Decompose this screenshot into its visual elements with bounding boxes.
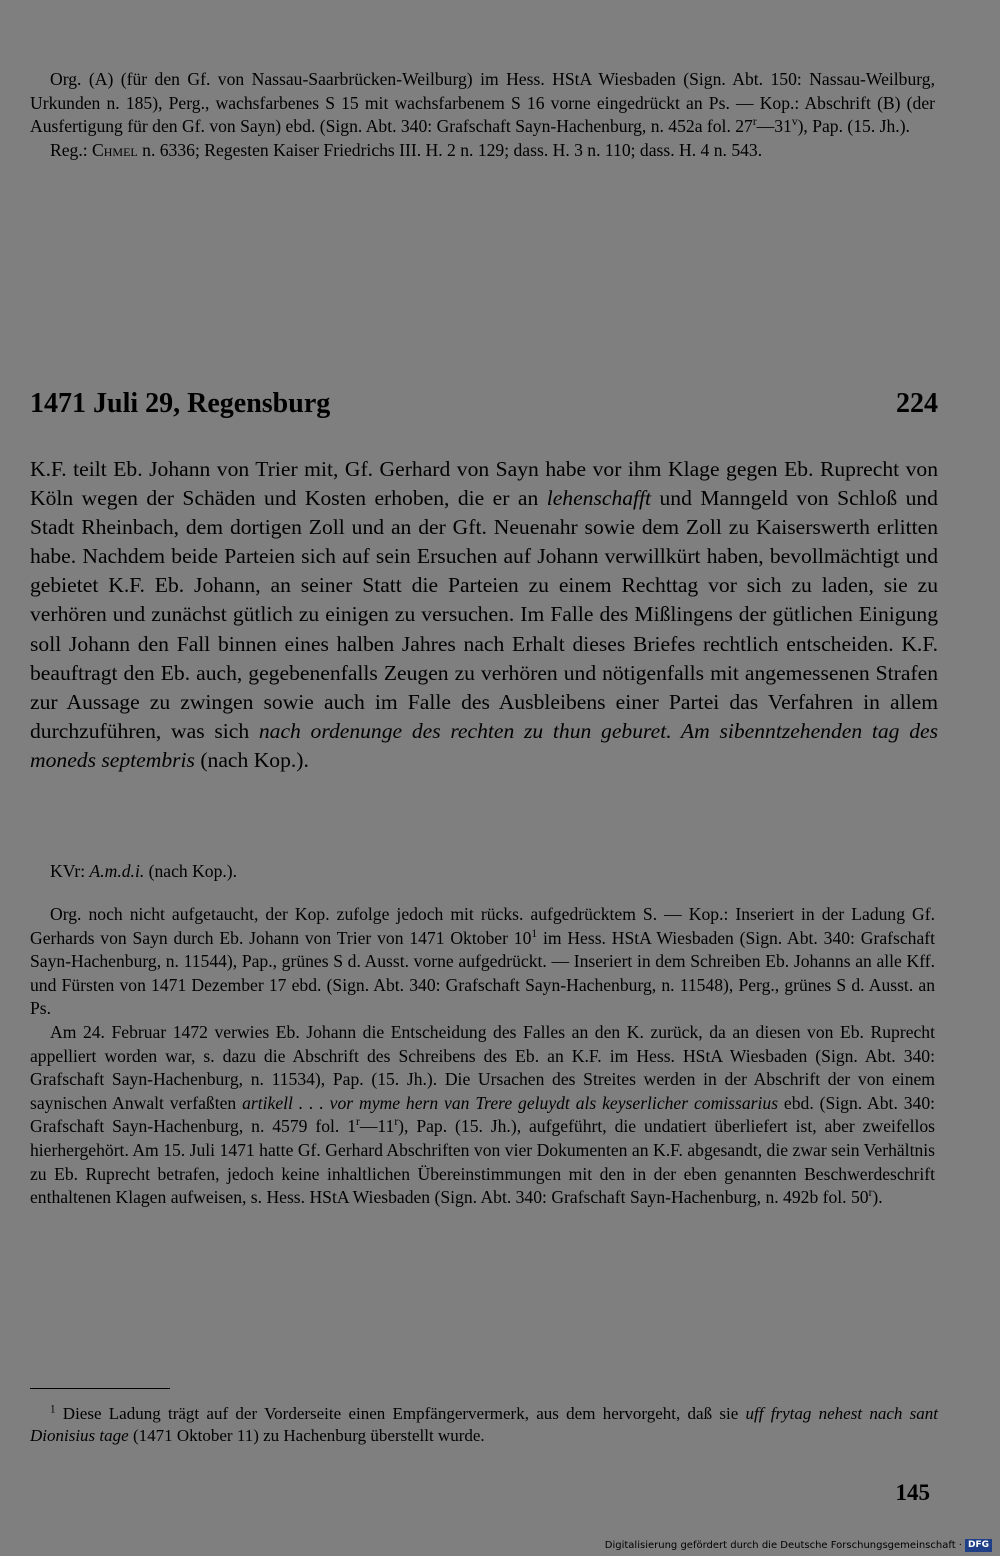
page-number: 145	[895, 1480, 930, 1505]
source-paragraph: Org. (A) (für den Gf. von Nassau-Saarbrücken-Weilburg) im Hess. HStA Wiesbaden (Sign. Abt. 150: Nassau-Weilburg, Urkunden n. 185), Perg., wachsfarbenes S 15 mit wachsfarbenem S 16 vorne eingedrückt an Ps. — Kop.: Abschrift (B) (der Ausfertigung für den Gf. von Sayn) ebd. (Sign. Abt. 340: Grafschaft Sayn-Hachenburg, n. 452a fol. 27$^r$—31$^v$), Pap. (15. Jh.).	[30, 69, 935, 137]
entry-date-place: 1471 Juli 29, Regensburg	[30, 388, 331, 419]
digitization-credit	[605, 1539, 992, 1552]
entry-number: 224	[896, 388, 938, 419]
regest-references: Reg.: Chmel n. 6336; Regesten Kaiser Friedrichs III. H. 2 n. 129; dass. H. 3 n. 110; dass. H. 4 n. 543.	[50, 139, 763, 160]
regest-body	[30, 455, 938, 775]
kvr-line: KVr: A.m.d.i. (nach Kop.).	[50, 861, 238, 881]
source-notes-previous-entry	[30, 68, 935, 162]
regest-text: K.F. teilt Eb. Johann von Trier mit, Gf. Gerhard von Sayn habe vor ihm Klage gegen Eb. Ruprecht von Köln wegen der Schäden und Kosten erhoben, die er an lehenschafft und Manngeld von Schloß und Stadt Rheinbach, dem dortigen Zoll und an der Gft. Neuenahr sowie dem Zoll zu Kaiserswerth erlitten habe. Nachdem beide Parteien sich auf sein Ersuchen auf Johann verwillkürt haben, bevollmächtigt und gebietet K.F. Eb. Johann, an seiner Statt die Parteien zu einem Rechttag vor sich zu laden, sie zu verhören und zunächst gütlich zu einigen zu versuchen. Im Falle des Mißlingens der gütlichen Einigung soll Johann den Fall binnen eines halben Jahres nach Erhalt dieses Briefes rechtlich entscheiden. K.F. beauftragt den Eb. auch, gegebenenfalls Zeugen zu verhören und nötigenfalls mit angemessenen Strafen zur Aussage zu zwingen sowie auch im Falle des Ausbleibens einer Partei das Verfahren in allem durchzuführen, was sich nach ordenunge des rechten zu thun geburet. Am sibenntzehenden tag des moneds septembris (nach Kop.).	[30, 457, 938, 772]
footnote-marker: 1	[50, 1403, 56, 1416]
footnote-reference: 1	[531, 927, 538, 940]
source-notes	[30, 903, 935, 1210]
notes-paragraph-2: Am 24. Februar 1472 verwies Eb. Johann die Entscheidung des Falles an den K. zurück, da an diesen von Eb. Ruprecht appelliert worden war, s. dazu die Abschrift des Schreibens des Eb. an K.F. im Hess. HStA Wiesbaden (Sign. Abt. 340: Grafschaft Sayn-Hachenburg, n. 11534), Pap. (15. Jh.). Die Ursachen des Streites werden in der Abschrift der von einem saynischen Anwalt verfaßten artikell . . . vor myme hern van Trere geluydt als keyserlicher comissarius ebd. (Sign. Abt. 340: Grafschaft Sayn-Hachenburg, n. 4579 fol. 1$^r$—11$^r$), Pap. (15. Jh.), aufgeführt, die undatiert überliefert ist, aber zweifellos hierhergehört. Am 15. Juli 1471 hatte Gf. Gerhard Abschriften von vier Dokumenten an K.F. abgesandt, die zwar sein Verhältnis zu Eb. Ruprecht betrafen, jedoch keine inhaltlichen Übereinstimmungen mit den in der eben genannten Beschwerdeschrift enthaltenen Klagen aufweisen, s. Hess. HStA Wiesbaden (Sign. Abt. 340: Grafschaft Sayn-Hachenburg, n. 492b fol. 50$^r$).	[30, 1021, 936, 1208]
dfg-logo: DFG	[965, 1539, 992, 1552]
notes-paragraph-1: Org. noch nicht aufgetaucht, der Kop. zufolge jedoch mit rücks. aufgedrücktem S. — Kop.: Inseriert in der Ladung Gf. Gerhards von Sayn durch Eb. Johann von Trier von 1471 Oktober $10^1$ im Hess. HStA Wiesbaden (Sign. Abt. 340: Grafschaft Sayn-Hachenburg, n. 11544), Pap., grünes S d. Ausst. vorne aufgedrückt. — Inseriert in dem Schreiben Eb. Johanns an alle Kff. und Fürsten von 1471 Dezember 17 ebd. (Sign. Abt. 340: Grafschaft Sayn-Hachenburg, n. 11548), Perg., grünes S d. Ausst. an Ps.	[30, 904, 935, 1019]
credit-text: Digitalisierung gefördert durch die Deutsche Forschungsgemeinschaft ·	[604, 1540, 962, 1551]
entry-heading	[30, 388, 938, 420]
footnote: $^1$ Diese Ladung trägt auf der Vorderseite einen Empfängervermerk, aus dem hervorgeht, daß sie uff frytag nehest nach sant Dionisius tage (1471 Oktober 11) zu Hachenburg überstellt wurde.	[30, 1403, 938, 1445]
footnote-divider	[30, 1388, 170, 1389]
